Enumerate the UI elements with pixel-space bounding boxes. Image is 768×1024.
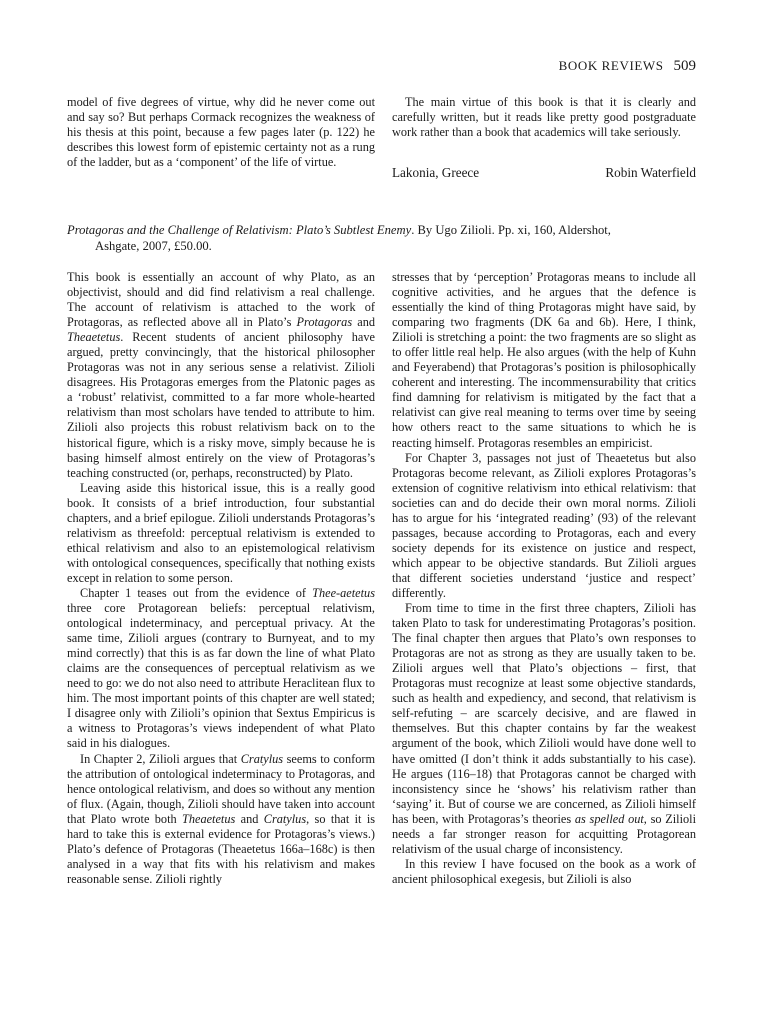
- paragraph: Leaving aside this historical issue, this is a really good book. It consists of a brief introduction, four substantial chapters, and a brief epilogue. Zilioli understands Protagoras’s relativism as threefold: perceptual relativism is extended to ethical relativism and also to an epistemological relativism with ontological consequences, specifically that nothing exists except in relation to some person.: [67, 480, 375, 585]
- review-left-column: [67, 270, 375, 887]
- text-run: Chapter 1 teases out from the evidence of: [80, 585, 313, 600]
- citation-line-1: [67, 222, 696, 238]
- previous-review-left-column: [67, 95, 375, 170]
- text-run: and: [352, 315, 375, 330]
- paragraph: stresses that by ‘perception’ Protagoras means to include all cognitive activities, and he argues that the defence is essentially the kind of thing Protagoras might have said, by comparing two fragments (DK 6a and 6b). Here, I think, Zilioli is stretching a point: the two fragments are so slight as to offer little real help. He also argues (with the help of Kuhn and Feyerabend) that Protagoras’s position is philosophically coherent and interesting. The incommensurability that critics find damning for relativism is mitigated by the fact that a relativist can give real meaning to terms over time by seeing how others react to the same situations to which he is reacting himself. Protagoras resembles an empiricist.: [392, 270, 696, 450]
- book-title: Protagoras and the Challenge of Relativism: Plato’s Subtlest Enemy: [67, 223, 412, 237]
- section-title: BOOK REVIEWS: [558, 58, 664, 73]
- italic-title: Theaetetus: [182, 811, 236, 826]
- page-number: 509: [673, 58, 696, 74]
- italic-phrase: as spelled out: [574, 811, 644, 826]
- paragraph: [392, 601, 696, 857]
- paragraph: [67, 752, 375, 887]
- italic-title: Thee-aetetus: [312, 585, 375, 600]
- text-run: In Chapter 2, Zilioli argues that: [80, 751, 241, 766]
- text-run: This book is essentially an account of why Plato, as an objectivist, should and did find relativism a real challenge. The account of relativism is attached to the work of Protagoras, as reflected above all in Plato’s: [67, 270, 375, 330]
- reviewer-signature: [392, 165, 696, 181]
- reviewer-location: Lakonia, Greece: [392, 165, 480, 180]
- italic-title: Theaetetus: [67, 330, 121, 345]
- book-publisher: Ashgate, 2007, £50.00.: [95, 239, 212, 253]
- italic-title: Cratylus: [240, 751, 284, 766]
- paragraph: In this review I have focused on the book as a work of ancient philosophical exegesis, but Zilioli is also: [392, 856, 696, 886]
- italic-title: Protagoras: [296, 315, 353, 330]
- text-run: and: [235, 811, 264, 826]
- paragraph: For Chapter 3, passages not just of Theaetetus but also Protagoras become relevant, as Zilioli explores Protagoras’s extension of cognitive relativism into ethical relativism: that societies can and do decide their own moral norms. Zilioli has to argue for his ‘integrated reading’ (93) of the relevant passages, because according to Protagoras, each and every society depends for its existence on justice and respect, which appear to be objective standards. But Zilioli argues that different societies understand ‘justice and respect’ differently.: [392, 450, 696, 600]
- paragraph: The main virtue of this book is that it is clearly and carefully written, but it reads like pretty good postgraduate work rather than a book that academics will take seriously.: [392, 95, 696, 140]
- previous-review-right-column: [392, 95, 696, 140]
- paragraph: model of five degrees of virtue, why did he never come out and say so? But perhaps Cormack recognizes the weakness of his thesis at this point, because a few pages later (p. 122) he describes this lowest form of epistemic certainty not as a rung of the ladder, but as a ‘component’ of the life of virtue.: [67, 95, 375, 170]
- italic-title: Cratylus: [263, 811, 307, 826]
- running-header: [559, 58, 696, 75]
- text-run: three core Protagorean beliefs: perceptual relativism, ontological indeterminacy, and perceptual privacy. At the same time, Zilioli argues (contrary to Burnyeat, and to my mind correctly) that this is as far down the line of what Plato claims are the consequences of perceptual relativism as we need to go: we do not also need to attribute Heraclitean flux to him. The most important points of this chapter are well stated; I disagree only with Zilioli’s opinion that Sextus Empiricus is a witness to Protagoras’s views independent of what Plato said in his dialogues.: [67, 601, 375, 751]
- text-run: . Recent students of ancient philosophy have argued, pretty convincingly, that the historical philosopher Protagoras was not in any serious sense a relativist. Zilioli disagrees. His Protagoras emerges from the Platonic pages as a ‘robust’ relativist, committed to a far more whole-hearted relativism than most scholars have tended to attribute to him. Zilioli also projects this robust relativism back on to the historical figure, which is a risky move, simply because he is basing himself almost entirely on the view of Protagoras’s teaching constructed (or, perhaps, reconstructed) by Plato.: [67, 330, 375, 480]
- text-run: , so that it is hard to take this is external evidence for Protagoras’s views.) Plato’s defence of Protagoras (Theaetetus 166a–168c) is then analysed in a way that fits with his relativism and makes reasonable sense. Zilioli rightly: [67, 811, 376, 886]
- book-citation: [67, 222, 696, 254]
- review-right-column: [392, 270, 696, 887]
- text-run: seems to conform the attribution of ontological indeterminacy to Protagoras, and hence ontological relativism, and does so without any mention of flux. (Again, though, Zilioli should have taken into account that Plato wrote both: [67, 751, 376, 826]
- book-author-pages: . By Ugo Zilioli. Pp. xi, 160, Aldershot,: [411, 223, 611, 237]
- reviewer-name: Robin Waterfield: [605, 165, 696, 180]
- text-run: From time to time in the first three chapters, Zilioli has taken Plato to task for underestimating Protagoras’s position. The final chapter then argues that Plato’s own responses to Protagoras are not as strong as they are usually taken to be. Zilioli argues well that Plato’s objections – first, that Protagoras must recognize at least some objective standards, such as health and expediency, and second, that relativism is self-refuting – are scarcely decisive, and are flawed in themselves. But this chapter contains by far the weakest argument of the book, which Zilioli would have done well to have omitted (I don’t think it adds substantially to his case). He argues (116–18) that Protagoras cannot be charged with inconsistency since he ‘shows’ his relativism rather than ‘saying’ it. But of course we are concerned, as Zilioli himself has been, with Protagoras’s theories: [392, 601, 696, 826]
- text-run: , so Zilioli needs a far stronger reason for acquitting Protagorean relativism of the usual charge of inconsistency.: [392, 811, 696, 856]
- paragraph: [67, 586, 375, 752]
- paragraph: [67, 270, 375, 481]
